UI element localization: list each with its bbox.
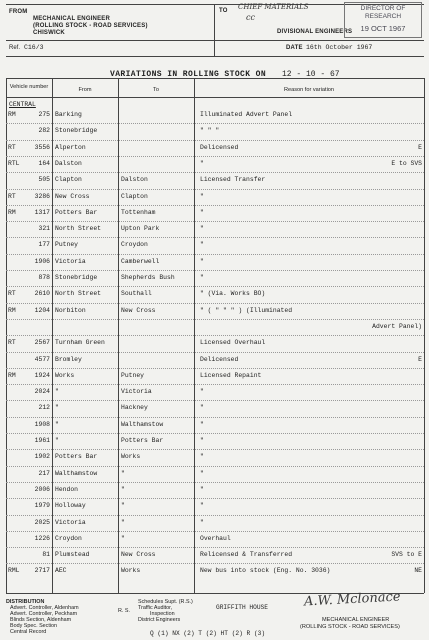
handwritten-cc: cc — [246, 13, 255, 22]
row-rule — [6, 563, 424, 564]
cell-dest — [340, 126, 422, 135]
ref-label: Ref. — [9, 45, 21, 51]
cell-to — [121, 355, 193, 364]
row-rule — [6, 156, 424, 157]
cell-reason: " — [200, 225, 204, 233]
table-right-border — [424, 78, 425, 593]
row-rule — [6, 352, 424, 353]
cell-num: 164 — [38, 159, 50, 167]
cell-cls: RTL — [8, 159, 20, 167]
cell-from: New Cross — [55, 192, 90, 200]
cell-num: 3556 — [34, 143, 50, 151]
cell-to: Works — [121, 567, 141, 575]
cell-from: " — [55, 388, 59, 396]
cell-to: Hackney — [121, 404, 148, 412]
cell-num: 212 — [38, 404, 50, 412]
cell-reason: Delicensed — [200, 143, 239, 151]
row-rule — [6, 498, 424, 499]
row-rule — [6, 221, 424, 222]
table-header-rule — [6, 97, 424, 98]
cell-dest — [340, 452, 422, 461]
cell-dest — [340, 420, 422, 429]
signoff-line-1: MECHANICAL ENGINEER — [322, 617, 390, 623]
cell-reason: Relicensed & Transferred — [200, 551, 293, 559]
distribution-item-8: Inspection — [150, 611, 175, 617]
cell-to — [121, 110, 193, 119]
cell-num: 1906 — [34, 257, 50, 265]
cell-num: 2006 — [34, 485, 50, 493]
cell-num: 1902 — [34, 453, 50, 461]
griffith-house: GRIFFITH HOUSE — [216, 604, 268, 611]
cell-reason: " — [200, 469, 204, 477]
distribution-item-1: Advert. Controller, Aldenham — [10, 605, 79, 611]
stamp-line-2: RESEARCH — [364, 13, 402, 20]
cell-to: " — [121, 534, 125, 542]
cell-dest — [340, 518, 422, 527]
cell-reason: " — [200, 502, 204, 510]
cell-num: 217 — [38, 469, 50, 477]
cell-reason: " — [200, 518, 204, 526]
row-rule — [6, 319, 424, 320]
cell-from: Potters Bar — [55, 453, 98, 461]
cell-num: 1226 — [34, 534, 50, 542]
distribution-item-7: Traffic Auditor, — [138, 605, 173, 611]
cell-reason: " — [200, 437, 204, 444]
cell-dest: SVS to E — [391, 551, 422, 559]
to-label: TO — [219, 8, 228, 14]
header-mid-rule — [6, 40, 424, 41]
cell-to: New Cross — [121, 306, 156, 314]
cell-num: 1979 — [34, 502, 50, 510]
cell-reason: " ( " " " ) (Illuminated — [200, 306, 293, 314]
cell-reason: " " " — [200, 127, 220, 135]
cell-to — [121, 322, 193, 331]
cell-cls: RT — [8, 192, 16, 200]
distribution-codes: Q (1) NX (2) T (2) HT (2) R (3) — [150, 630, 266, 637]
handwritten-addressee: CHIEF MATERIALS — [238, 3, 309, 11]
cell-to: " — [121, 518, 125, 526]
cell-num: 505 — [38, 176, 50, 184]
distribution-item-2: Advert. Controller, Peckham — [10, 611, 78, 617]
from-label: FROM — [9, 9, 28, 15]
cell-from: Alperton — [55, 143, 86, 151]
row-rule — [6, 368, 424, 369]
cell-dest — [340, 485, 422, 494]
cell-dest — [340, 338, 422, 347]
from-line-1: MECHANICAL ENGINEER — [33, 16, 111, 22]
cell-dest — [340, 289, 422, 298]
cell-reason: Licensed Overhaul — [200, 339, 266, 347]
cell-to — [121, 338, 193, 347]
cell-num — [22, 322, 50, 331]
cell-dest — [340, 240, 422, 249]
distribution-item-5: Central Record — [10, 629, 47, 635]
cell-to — [121, 143, 193, 152]
cell-num: 1317 — [34, 208, 50, 216]
cell-cls: RT — [8, 143, 16, 151]
cell-num: 321 — [38, 225, 50, 233]
row-rule — [6, 123, 424, 124]
cell-from: Hendon — [55, 485, 79, 493]
cell-reason: " — [200, 274, 204, 281]
cell-to: " — [121, 502, 125, 510]
table-title: VARIATIONS IN ROLLING STOCK ON — [110, 70, 267, 79]
header-from: From — [78, 87, 92, 93]
cell-dest — [340, 534, 422, 543]
row-rule — [6, 515, 424, 516]
cell-dest — [340, 175, 422, 184]
cell-cls: RM — [8, 111, 16, 118]
rs-note: R. S. — [118, 608, 130, 614]
cell-num: 275 — [38, 111, 50, 118]
cell-cls: RM — [8, 371, 16, 379]
cell-to: Walthamstow — [121, 420, 164, 428]
cell-reason: Licensed Transfer — [200, 176, 266, 184]
row-rule — [6, 482, 424, 483]
cell-from: Barking — [55, 111, 82, 118]
distribution-item-4: Body Spec. Section — [10, 623, 58, 629]
cell-reason: " — [200, 192, 204, 200]
cell-from: Norbiton — [55, 306, 86, 314]
cell-to: Croydon — [121, 241, 148, 249]
cell-cls: RM — [8, 306, 16, 314]
cell-to: Upton Park — [121, 225, 160, 233]
cell-to: Potters Bar — [121, 437, 164, 444]
cell-to: Putney — [121, 371, 145, 379]
cell-from: Victoria — [55, 518, 86, 526]
cell-to: Dalston — [121, 176, 148, 184]
cell-from: Stonebridge — [55, 274, 98, 281]
cell-dest — [340, 501, 422, 510]
distribution-item-6: Schedules Supt. (R.S.) — [138, 599, 193, 605]
section-central: CENTRAL — [9, 101, 36, 108]
cell-to: Camberwell — [121, 257, 160, 265]
row-rule — [6, 547, 424, 548]
date-value: 16th October 1967 — [306, 44, 373, 51]
from-line-2: (ROLLING STOCK - ROAD SERVICES) — [33, 23, 148, 29]
row-rule — [6, 172, 424, 173]
cell-to: Southall — [121, 290, 152, 298]
cell-dest — [340, 208, 422, 217]
cell-num: 2610 — [34, 290, 50, 298]
cell-from: North Street — [55, 225, 102, 233]
row-rule — [6, 335, 424, 336]
cell-reason: Illuminated Advert Panel — [200, 111, 293, 118]
row-rule — [6, 205, 424, 206]
stamp-date: 19 OCT 1967 — [360, 24, 406, 33]
stamp-line-1: DIRECTOR OF — [360, 5, 406, 12]
cell-dest: NE — [414, 567, 422, 575]
cell-reason: " — [200, 257, 204, 265]
distribution-item-9: District Engineers — [138, 617, 181, 623]
table-title-date: 12 - 10 - 67 — [282, 70, 340, 79]
cell-reason: New bus into stock (Eng. No. 3036) — [200, 567, 331, 575]
cell-from: Putney — [55, 241, 79, 249]
cell-to: Victoria — [121, 388, 152, 396]
cell-num: 2717 — [34, 567, 50, 575]
cell-from: Stonebridge — [55, 127, 98, 135]
row-rule — [6, 433, 424, 434]
ref-value: C16/3 — [24, 44, 44, 51]
cell-dest — [340, 371, 422, 380]
cell-dest — [340, 436, 422, 445]
cell-dest — [340, 110, 422, 119]
table-top-rule — [6, 78, 424, 79]
cell-num: 878 — [38, 274, 50, 281]
cell-from: Walthamstow — [55, 469, 98, 477]
cell-num: 3286 — [34, 192, 50, 200]
cell-dest — [340, 224, 422, 233]
row-rule — [6, 400, 424, 401]
to-line-1: DIVISIONAL ENGINEERS — [277, 29, 353, 35]
cell-from: Croydon — [55, 534, 82, 542]
cell-from: Dalston — [55, 159, 82, 167]
cell-dest — [340, 306, 422, 315]
cell-reason: " — [200, 453, 204, 461]
received-stamp — [344, 2, 422, 38]
cell-reason: Overhaul — [200, 534, 231, 542]
distribution-label: DISTRIBUTION — [6, 599, 45, 605]
row-rule — [6, 303, 424, 304]
cell-dest: Advert Panel) — [372, 322, 422, 330]
cell-to: Tottenham — [121, 208, 156, 216]
header-bottom-rule — [6, 56, 424, 57]
cell-from: AEC — [55, 567, 67, 575]
cell-dest — [340, 403, 422, 412]
cell-to: New Cross — [121, 551, 156, 559]
cell-cls: RM — [8, 208, 16, 216]
cell-to — [121, 126, 193, 135]
cell-dest — [340, 387, 422, 396]
cell-reason: Delicensed — [200, 355, 239, 363]
cell-from: " — [55, 420, 59, 428]
signature: A.W. Mclonace — [303, 589, 401, 610]
cell-to — [121, 159, 193, 168]
cell-from — [55, 322, 117, 331]
cell-num: 2025 — [34, 518, 50, 526]
cell-to: " — [121, 469, 125, 477]
cell-from: Potters Bar — [55, 208, 98, 216]
cell-reason: " — [200, 241, 204, 249]
cell-cls: RML — [8, 567, 20, 575]
row-rule — [6, 417, 424, 418]
row-rule — [6, 531, 424, 532]
cell-from: Victoria — [55, 257, 86, 265]
cell-dest: E to SVS — [391, 159, 422, 167]
date-label: DATE — [286, 45, 303, 51]
distribution-item-3: Blinds Section, Aldenham — [10, 617, 72, 623]
header-divider — [214, 4, 215, 56]
cell-reason: " — [200, 420, 204, 428]
row-rule — [6, 254, 424, 255]
cell-from: North Street — [55, 290, 102, 298]
cell-reason: " — [200, 388, 204, 396]
cell-to: " — [121, 485, 125, 493]
cell-reason: " (Via. Works BO) — [200, 290, 266, 298]
cell-reason: " — [200, 159, 204, 167]
cell-num: 1924 — [34, 371, 50, 379]
cell-num: 4577 — [34, 355, 50, 363]
cell-reason: " — [200, 208, 204, 216]
cell-num: 1204 — [34, 306, 50, 314]
cell-from: Turnham Green — [55, 339, 105, 347]
cell-from: Bromley — [55, 355, 82, 363]
row-rule — [6, 449, 424, 450]
from-line-3: CHISWICK — [33, 30, 65, 36]
row-rule — [6, 466, 424, 467]
cell-to: Works — [121, 453, 141, 461]
cell-dest — [340, 192, 422, 201]
cell-from: Plumstead — [55, 551, 90, 559]
cell-num: 2567 — [34, 339, 50, 347]
header-reason: Reason for variation — [283, 87, 335, 93]
cell-from: Works — [55, 371, 75, 379]
row-rule — [6, 270, 424, 271]
cell-reason: " — [200, 485, 204, 493]
cell-dest — [340, 273, 422, 282]
cell-num: 81 — [42, 551, 50, 559]
cell-dest — [340, 469, 422, 478]
row-rule — [6, 189, 424, 190]
cell-cls: RT — [8, 290, 16, 298]
row-rule — [6, 384, 424, 385]
signoff-line-2: (ROLLING STOCK - ROAD SERVICES) — [300, 624, 400, 630]
cell-num: 2024 — [34, 388, 50, 396]
cell-from: " — [55, 404, 59, 412]
header-to: To — [153, 87, 159, 93]
cell-dest: E — [418, 143, 422, 151]
header-vehicle-number: Vehicle number — [9, 84, 49, 90]
cell-reason: " — [200, 404, 204, 412]
row-rule — [6, 286, 424, 287]
cell-dest: E — [418, 355, 422, 363]
cell-cls: RT — [8, 339, 16, 347]
cell-num: 177 — [38, 241, 50, 249]
cell-to: Clapton — [121, 192, 148, 200]
cell-num: 282 — [38, 127, 50, 135]
cell-from: Clapton — [55, 176, 82, 184]
cell-to: Shepherds Bush — [121, 274, 175, 281]
cell-dest — [340, 257, 422, 266]
row-rule — [6, 237, 424, 238]
cell-from: Holloway — [55, 502, 86, 510]
cell-from: " — [55, 437, 59, 444]
cell-num: 1908 — [34, 420, 50, 428]
row-rule — [6, 140, 424, 141]
cell-num: 1961 — [34, 437, 50, 444]
cell-reason: Licensed Repaint — [200, 371, 262, 379]
